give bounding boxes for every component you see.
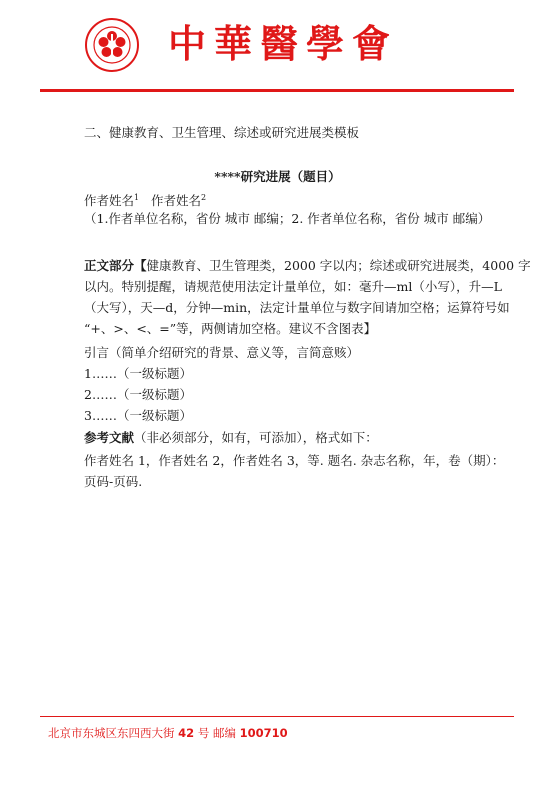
author-name: 作者姓名 <box>151 193 202 209</box>
footer-postcode: 100710 <box>239 726 288 740</box>
cma-emblem-icon <box>84 17 140 73</box>
affiliation-line: （1.作者单位名称，省份 城市 邮编；2. 作者单位名称，省份 城市 邮编） <box>84 211 491 226</box>
section-heading: 二、健康教育、卫生管理、综述或研究进展类模板 <box>84 125 360 140</box>
level1-heading: 2……（一级标题） <box>84 387 192 402</box>
footer-address <box>48 725 288 741</box>
references-heading <box>84 430 378 446</box>
author-line <box>84 190 206 209</box>
reference-format-line: 页码-页码. <box>84 474 143 489</box>
footer-divider <box>40 716 514 717</box>
level1-heading: 3……（一级标题） <box>84 408 192 423</box>
header-divider <box>40 89 514 92</box>
intro-line: 引言（简单介绍研究的背景、意义等，言简意赅） <box>84 345 360 360</box>
footer-street-number: 42 <box>178 726 195 740</box>
brand-title: 中華醫學會 <box>168 21 399 66</box>
main-text-line: （大写），天—d，分钟—min，法定计量单位与数字间请加空格；运算符号如 <box>84 300 510 315</box>
level1-heading: 1……（一级标题） <box>84 366 192 381</box>
main-text-content: 健康教育、卫生管理类，2000 字以内；综述或研究进展类，4000 字 <box>146 258 531 273</box>
author-superscript: 1 <box>134 193 140 202</box>
references-label: 参考文献 <box>84 430 135 445</box>
main-text-label: 正文部分【 <box>84 258 147 273</box>
main-text-line: 以内。特别提醒，请规范使用法定计量单位，如：毫升—ml（小写），升—L <box>84 279 502 294</box>
main-text-line <box>84 258 531 274</box>
author-superscript: 2 <box>201 193 207 202</box>
references-note: （非必须部分，如有，可添加），格式如下： <box>134 430 378 445</box>
footer-address-text: 北京市东城区东四西大街 <box>48 726 175 740</box>
main-text-line: “+、>、<、=”等，两侧请加空格。建议不含图表】 <box>84 321 377 336</box>
reference-format-line: 作者姓名 1，作者姓名 2，作者姓名 3，等. 题名. 杂志名称，年，卷（期）： <box>84 453 505 468</box>
author-name: 作者姓名 <box>84 193 135 209</box>
footer-postcode-label: 号 邮编 <box>197 726 236 740</box>
document-title: ****研究进展（题目） <box>214 169 341 184</box>
